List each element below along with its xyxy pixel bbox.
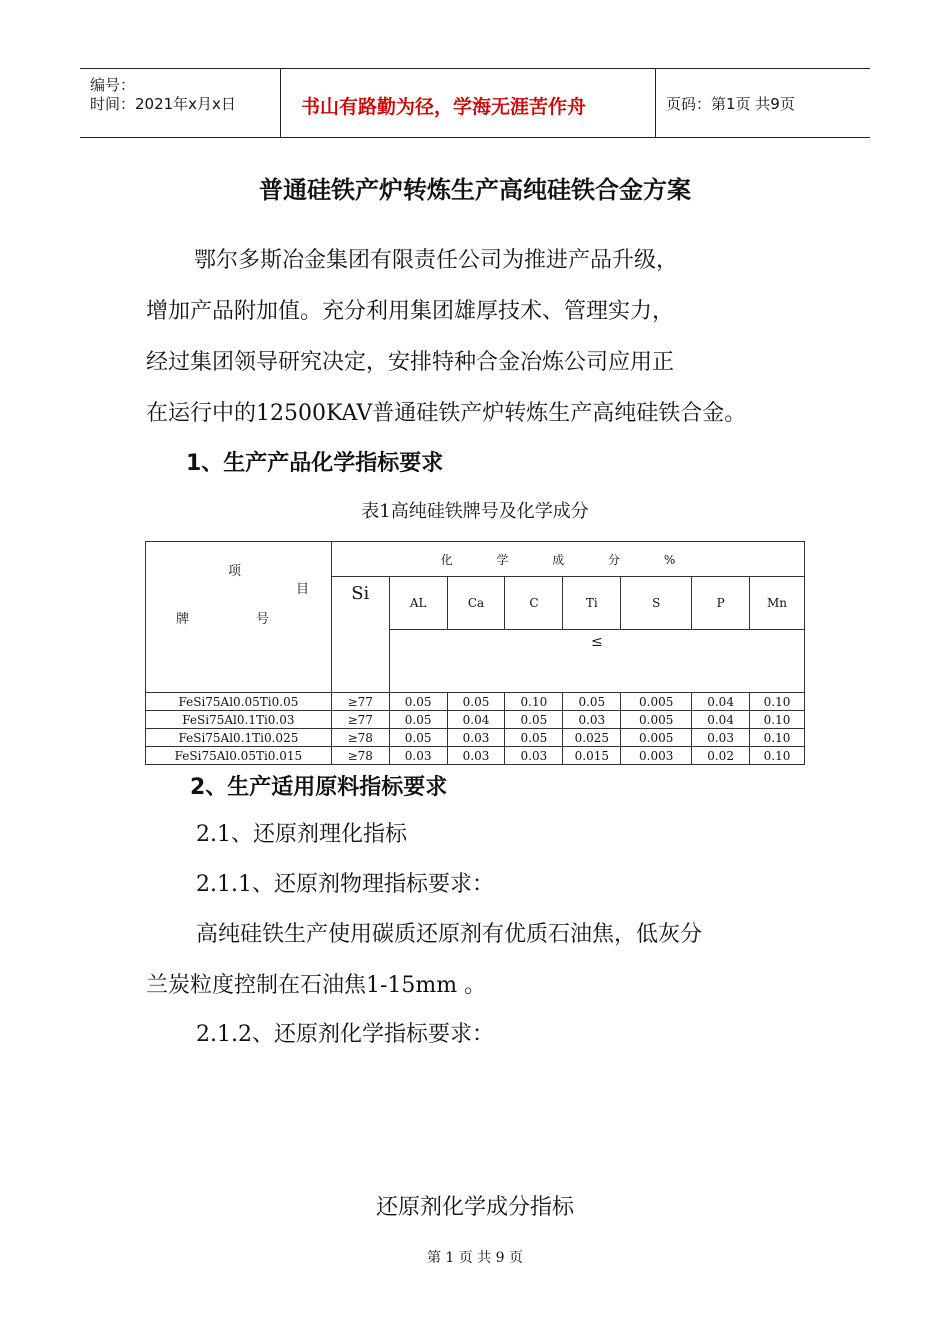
si-header: Si: [331, 577, 389, 693]
element-header: S: [621, 577, 692, 630]
element-header: Mn: [750, 577, 805, 630]
cell-si: ≥78: [331, 729, 389, 747]
table-row: [146, 711, 805, 729]
corner-item: 项: [228, 564, 242, 579]
section-heading-1: 1、生产产品化学指标要求: [186, 451, 444, 476]
cell-value: 0.10: [750, 693, 805, 711]
cell-grade: FeSi75Al0.05Ti0.015: [146, 747, 332, 765]
table-row: [146, 729, 805, 747]
corner-hao: 号: [256, 612, 270, 627]
body-text-line: 兰炭粒度控制在石油焦1-15mm 。: [146, 973, 487, 998]
cell-value: 0.03: [447, 747, 505, 765]
leq-sign: ≤: [389, 630, 804, 693]
cell-value: 0.03: [447, 729, 505, 747]
intro-line: 在运行中的12500KAV普通硅铁产炉转炼生产高纯硅铁合金。: [146, 401, 747, 426]
cell-value: 0.05: [563, 693, 621, 711]
element-header: AL: [389, 577, 447, 630]
cell-value: 0.10: [505, 693, 563, 711]
table-corner-header: [146, 542, 332, 693]
cell-value: 0.04: [692, 711, 750, 729]
cell-value: 0.003: [621, 747, 692, 765]
cell-value: 0.05: [389, 711, 447, 729]
sub-table-caption: 还原剂化学成分指标: [375, 1195, 574, 1220]
cell-value: 0.05: [389, 729, 447, 747]
number-label: 编号：: [90, 76, 136, 94]
page-footer: 第 1 页 共 9 页: [426, 1250, 524, 1266]
intro-line: 鄂尔多斯冶金集团有限责任公司为推进产品升级，: [194, 248, 679, 273]
cell-value: 0.03: [505, 747, 563, 765]
motto: 书山有路勤为径，学海无涯苦作舟: [301, 96, 587, 118]
element-header: Ti: [563, 577, 621, 630]
cell-value: 0.025: [563, 729, 621, 747]
cell-value: 0.03: [389, 747, 447, 765]
cell-value: 0.005: [621, 711, 692, 729]
chem-title: 化 学 成 分 %: [331, 542, 804, 577]
cell-value: 0.05: [389, 693, 447, 711]
table-row: [146, 747, 805, 765]
table-caption: 表1高纯硅铁牌号及化学成分: [361, 501, 589, 522]
cell-value: 0.02: [692, 747, 750, 765]
subsection-2-1: 2.1、还原剂理化指标: [196, 822, 407, 847]
corner-mu: 目: [296, 582, 310, 597]
header-motto-cell: [280, 69, 656, 137]
cell-grade: FeSi75Al0.1Ti0.025: [146, 729, 332, 747]
chemical-composition-table: [145, 541, 805, 765]
document-title: 普通硅铁产炉转炼生产高纯硅铁合金方案: [259, 176, 691, 204]
intro-line: 增加产品附加值。充分利用集团雄厚技术、管理实力，: [146, 299, 675, 324]
section-heading-2: 2、生产适用原料指标要求: [190, 775, 448, 800]
document-header: [80, 68, 870, 138]
page-info: 页码：第1页 共9页: [666, 95, 795, 113]
cell-si: ≥77: [331, 693, 389, 711]
body-text-line: 高纯硅铁生产使用碳质还原剂有优质石油焦，低灰分: [196, 922, 703, 947]
intro-paragraph: [146, 235, 806, 439]
header-page-cell: [656, 69, 870, 137]
table-row: [146, 693, 805, 711]
cell-value: 0.10: [750, 729, 805, 747]
time-label: 时间：2021年x月x日: [90, 95, 236, 113]
element-header: P: [692, 577, 750, 630]
cell-grade: FeSi75Al0.05Ti0.05: [146, 693, 332, 711]
subsection-2-1-2: 2.1.2、还原剂化学指标要求：: [196, 1022, 494, 1047]
cell-value: 0.04: [447, 711, 505, 729]
cell-value: 0.03: [563, 711, 621, 729]
cell-value: 0.10: [750, 747, 805, 765]
cell-value: 0.10: [750, 711, 805, 729]
subsection-2-1-1: 2.1.1、还原剂物理指标要求：: [196, 872, 494, 897]
cell-value: 0.05: [505, 711, 563, 729]
element-header: C: [505, 577, 563, 630]
header-meta-cell: [80, 69, 280, 137]
corner-pai: 牌: [176, 612, 190, 627]
cell-value: 0.005: [621, 693, 692, 711]
cell-si: ≥78: [331, 747, 389, 765]
cell-si: ≥77: [331, 711, 389, 729]
intro-line: 经过集团领导研究决定，安排特种合金冶炼公司应用正: [146, 350, 675, 375]
cell-value: 0.05: [447, 693, 505, 711]
element-header: Ca: [447, 577, 505, 630]
cell-value: 0.05: [505, 729, 563, 747]
cell-value: 0.015: [563, 747, 621, 765]
cell-value: 0.03: [692, 729, 750, 747]
cell-value: 0.04: [692, 693, 750, 711]
cell-grade: FeSi75Al0.1Ti0.03: [146, 711, 332, 729]
cell-value: 0.005: [621, 729, 692, 747]
